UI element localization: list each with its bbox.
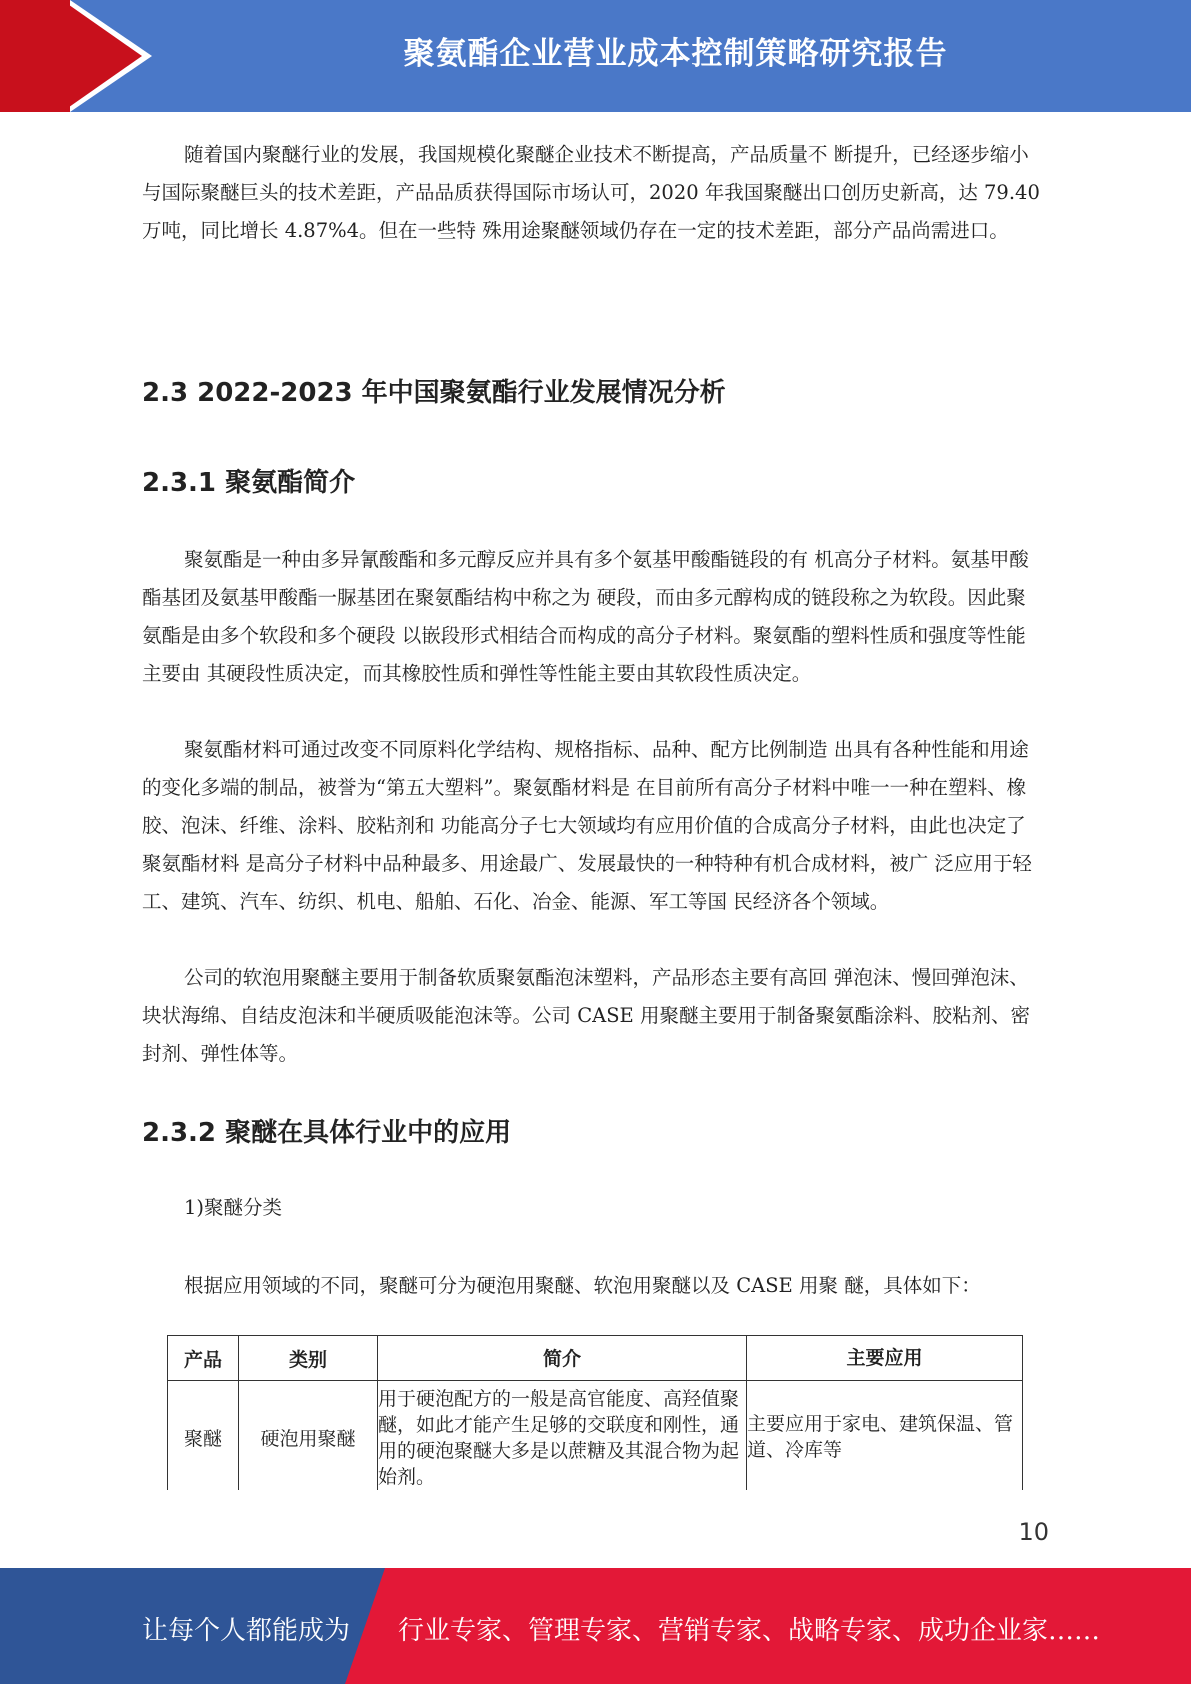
paragraph-polyurethane-materials: 聚氨酯材料可通过改变不同原料化学结构、规格指标、品种、配方比例制造 出具有各种性能和用途的变化多端的制品，被誉为“第五大塑料”。聚氨酯材料是 在目前所有高分子材料中唯一一种在塑料、橡胶、泡沫、纤维、涂料、胶粘剂和 功能高分子七大领域均有应用价值的合成高分子材料，由此也决定了聚氨酯材料 是高分子材料中品种最多、用途最广、发展最快的一种特种有机合成材料，被广 泛应用于轻工、建筑、汽车、纺织、机电、船舶、石化、冶金、能源、军工等国 民经济各个领域。 (142, 738, 1032, 913)
table-row (168, 1381, 1023, 1494)
table-header-application: 主要应用 (747, 1336, 1023, 1381)
table-header-row (168, 1336, 1023, 1381)
table-header-intro: 简介 (378, 1336, 747, 1381)
footer-blue-slope (345, 1568, 385, 1684)
page-number: 10 (1018, 1518, 1049, 1546)
heading-2-3-2: 2.3.2 聚醚在具体行业中的应用 (142, 1118, 512, 1148)
list-item-polyether-classification: 1)聚醚分类 (184, 1196, 283, 1219)
table-cell-application: 主要应用于家电、建筑保温、管道、冷库等 (747, 1381, 1023, 1494)
header-title: 聚氨酯企业营业成本控制策略研究报告 (403, 36, 948, 72)
table-cell-category: 硬泡用聚醚 (239, 1381, 378, 1494)
footer-slogan-left: 让每个人都能成为 (142, 1616, 351, 1646)
paragraph-polyether-industry: 随着国内聚醚行业的发展，我国规模化聚醚企业技术不断提高，产品质量不 断提升，已经逐步缩小与国际聚醚巨头的技术差距，产品品质获得国际市场认可，2020 年我国聚醚出口创历史新高，达 79.40 万吨，同比增长 4.87%4。但在一些特 殊用途聚醚领域仍存在一定的技术差距，部分产品尚需进口。 (142, 143, 1040, 242)
table-cutoff (160, 1490, 1040, 1500)
table-cell-intro: 用于硬泡配方的一般是高官能度、高羟值聚醚，如此才能产生足够的交联度和刚性，通用的硬泡聚醚大多是以蔗糖及其混合物为起始剂。 (378, 1381, 747, 1494)
page-header (0, 0, 1191, 112)
paragraph-classification-intro: 根据应用领域的不同，聚醚可分为硬泡用聚醚、软泡用聚醚以及 CASE 用聚 醚，具体如下： (184, 1274, 981, 1297)
heading-2-3-1: 2.3.1 聚氨酯简介 (142, 468, 356, 498)
polyether-table (167, 1335, 1023, 1494)
table-cell-product: 聚醚 (168, 1381, 239, 1494)
page-footer (0, 1568, 1191, 1684)
footer-slogan-right: 行业专家、管理专家、营销专家、战略专家、成功企业家…… (398, 1616, 1101, 1646)
heading-2-3: 2.3 2022-2023 年中国聚氨酯行业发展情况分析 (142, 378, 726, 408)
header-red-chevron (62, 0, 142, 112)
paragraph-polyurethane-definition: 聚氨酯是一种由多异氰酸酯和多元醇反应并具有多个氨基甲酸酯链段的有 机高分子材料。氨基甲酸酯基团及氨基甲酸酯一脲基团在聚氨酯结构中称之为 硬段，而由多元醇构成的链段称之为软段。因此聚氨酯是由多个软段和多个硬段 以嵌段形式相结合而构成的高分子材料。聚氨酯的塑料性质和强度等性能主要由 其硬段性质决定，而其橡胶性质和弹性等性能主要由其软段性质决定。 (142, 548, 1029, 685)
paragraph-soft-foam-polyether: 公司的软泡用聚醚主要用于制备软质聚氨酯泡沫塑料，产品形态主要有高回 弹泡沫、慢回弹泡沫、块状海绵、自结皮泡沫和半硬质吸能泡沫等。公司 CASE 用聚醚主要用于制备聚氨酯涂料、胶粘剂、密封剂、弹性体等。 (142, 966, 1030, 1065)
table-header-product: 产品 (168, 1336, 239, 1381)
table-header-category: 类别 (239, 1336, 378, 1381)
header-red-block (0, 0, 70, 112)
